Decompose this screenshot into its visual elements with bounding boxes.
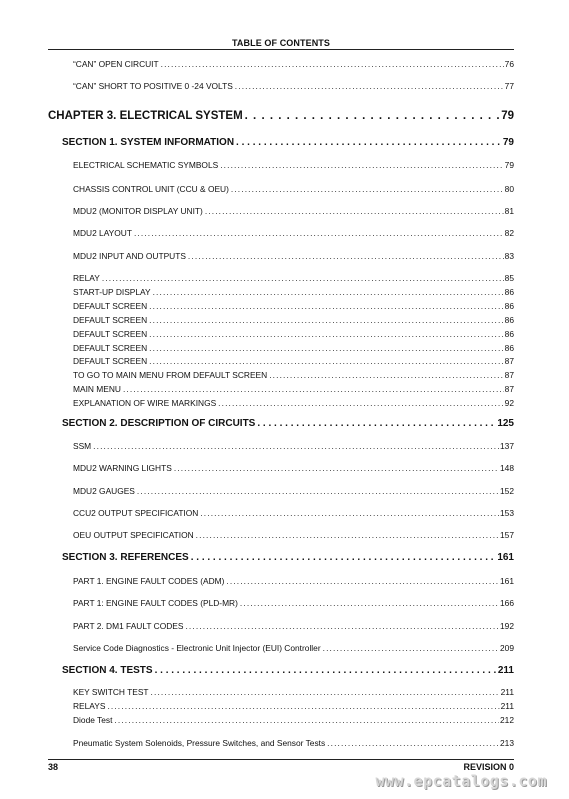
toc-dot-leader — [123, 384, 504, 394]
toc-dot-leader — [240, 598, 499, 608]
toc-entry-title: EXPLANATION OF WIRE MARKINGS — [73, 398, 217, 408]
toc-entry-title: “CAN” OPEN CIRCUIT — [73, 59, 159, 69]
toc-entry-page: 209 — [500, 643, 514, 653]
toc-entry-title: START-UP DISPLAY — [73, 287, 151, 297]
website-watermark: www.epcatalogs.com — [375, 772, 547, 790]
toc-entry-page: 86 — [504, 315, 514, 325]
toc-section-entry[interactable] — [62, 418, 514, 429]
toc-chapter-entry[interactable] — [48, 110, 514, 122]
toc-dot-leader — [235, 81, 504, 91]
toc-entry-title: CHASSIS CONTROL UNIT (CCU & OEU) — [73, 184, 229, 194]
toc-entry-page: 137 — [500, 441, 514, 451]
toc-entry[interactable] — [73, 738, 514, 748]
toc-entry-title: PART 1: ENGINE FAULT CODES (PLD-MR) — [73, 598, 238, 608]
toc-entry-page: 211 — [500, 701, 514, 711]
toc-entry-title: MDU2 WARNING LIGHTS — [73, 463, 172, 473]
toc-dot-leader — [93, 441, 499, 451]
toc-entry[interactable] — [73, 508, 514, 518]
footer-revision: REVISION 0 — [463, 762, 514, 772]
toc-entry[interactable] — [73, 315, 514, 325]
toc-entry-page: 86 — [504, 301, 514, 311]
toc-entry[interactable] — [73, 251, 514, 261]
toc-entry-title: SSM — [73, 441, 92, 451]
toc-dot-leader — [226, 576, 499, 586]
toc-entry[interactable] — [73, 301, 514, 311]
toc-entry[interactable] — [73, 356, 514, 366]
toc-entry[interactable] — [73, 59, 514, 69]
toc-chapter-title: CHAPTER 3. ELECTRICAL SYSTEM — [48, 110, 243, 122]
toc-entry-title: MDU2 (MONITOR DISPLAY UNIT) — [73, 206, 203, 216]
toc-entry-title: MAIN MENU — [73, 384, 121, 394]
toc-dot-leader — [149, 343, 504, 353]
toc-entry[interactable] — [73, 530, 514, 540]
toc-entry-page: 87 — [504, 356, 514, 366]
toc-entry-title: KEY SWITCH TEST — [73, 687, 149, 697]
toc-dot-leader — [155, 665, 497, 676]
toc-entry-title: Pneumatic System Solenoids, Pressure Switches, and Sensor Tests — [73, 738, 326, 748]
footer-divider — [48, 759, 514, 760]
toc-entry[interactable] — [73, 343, 514, 353]
toc-entry-title: TO GO TO MAIN MENU FROM DEFAULT SCREEN — [73, 370, 268, 380]
toc-dot-leader — [151, 687, 500, 697]
toc-entry[interactable] — [73, 287, 514, 297]
toc-dot-leader — [323, 643, 499, 653]
toc-entry-page: 76 — [504, 59, 514, 69]
toc-entry[interactable] — [73, 398, 514, 408]
toc-dot-leader — [149, 356, 504, 366]
toc-entry-title: DEFAULT SCREEN — [73, 343, 148, 353]
toc-dot-leader — [185, 621, 499, 631]
toc-entry-page: 87 — [504, 370, 514, 380]
toc-entry[interactable] — [73, 598, 514, 608]
toc-section-page: 79 — [502, 137, 514, 148]
toc-entry[interactable] — [73, 643, 514, 653]
toc-entry-page: 79 — [504, 160, 514, 170]
toc-entry[interactable] — [73, 486, 514, 496]
toc-section-entry[interactable] — [62, 665, 514, 676]
toc-entry[interactable] — [73, 206, 514, 216]
toc-section-title: SECTION 3. REFERENCES — [62, 552, 189, 563]
toc-dot-leader — [205, 206, 504, 216]
toc-entry-page: 148 — [500, 463, 514, 473]
toc-dot-leader — [327, 738, 499, 748]
toc-dot-leader — [196, 530, 499, 540]
toc-section-entry[interactable] — [62, 552, 514, 563]
toc-dot-leader — [137, 486, 499, 496]
toc-chapter-page: 79 — [501, 110, 514, 122]
toc-entry[interactable] — [73, 576, 514, 586]
toc-entry-page: 85 — [504, 273, 514, 283]
toc-dot-leader — [161, 59, 504, 69]
toc-dot-leader — [231, 184, 504, 194]
toc-entry-title: “CAN” SHORT TO POSITIVE 0 -24 VOLTS — [73, 81, 233, 91]
toc-entry-title: DEFAULT SCREEN — [73, 301, 148, 311]
toc-entry-title: OEU OUTPUT SPECIFICATION — [73, 530, 194, 540]
toc-entry[interactable] — [73, 384, 514, 394]
toc-section-page: 161 — [497, 552, 514, 563]
toc-dot-leader — [114, 715, 499, 725]
toc-dot-leader — [102, 273, 504, 283]
toc-entry-page: 87 — [504, 384, 514, 394]
toc-entry[interactable] — [73, 160, 514, 170]
toc-entry[interactable] — [73, 273, 514, 283]
toc-entry[interactable] — [73, 463, 514, 473]
toc-dot-leader — [107, 701, 499, 711]
toc-entry-title: DEFAULT SCREEN — [73, 329, 148, 339]
toc-entry[interactable] — [73, 621, 514, 631]
toc-dot-leader — [218, 398, 504, 408]
toc-entry-page: 86 — [504, 343, 514, 353]
toc-entry[interactable] — [73, 370, 514, 380]
toc-entry-page: 211 — [500, 687, 514, 697]
toc-entry-title: MDU2 LAYOUT — [73, 228, 132, 238]
toc-entry-page: 153 — [500, 508, 514, 518]
toc-dot-leader — [149, 315, 504, 325]
toc-section-title: SECTION 2. DESCRIPTION OF CIRCUITS — [62, 418, 256, 429]
toc-entry-title: MDU2 INPUT AND OUTPUTS — [73, 251, 186, 261]
toc-entry-page: 86 — [504, 329, 514, 339]
toc-entry-title: PART 2. DM1 FAULT CODES — [73, 621, 184, 631]
toc-entry-page: 213 — [500, 738, 514, 748]
toc-entry-title: Service Code Diagnostics - Electronic Unit Injector (EUI) Controller — [73, 643, 321, 653]
page-header-title: TABLE OF CONTENTS — [231, 38, 331, 48]
toc-dot-leader — [191, 552, 497, 563]
toc-dot-leader — [149, 329, 504, 339]
toc-entry-page: 161 — [500, 576, 514, 586]
toc-entry[interactable] — [73, 81, 514, 91]
toc-dot-leader — [220, 160, 503, 170]
toc-dot-leader — [236, 137, 502, 148]
toc-entry-page: 92 — [504, 398, 514, 408]
toc-entry-title: RELAY — [73, 273, 100, 283]
toc-entry-page: 80 — [504, 184, 514, 194]
header-divider — [48, 49, 514, 50]
toc-entry[interactable] — [73, 687, 514, 697]
toc-entry-page: 81 — [504, 206, 514, 216]
toc-entry-page: 152 — [500, 486, 514, 496]
toc-entry-title: PART 1. ENGINE FAULT CODES (ADM) — [73, 576, 225, 586]
toc-entry[interactable] — [73, 715, 514, 725]
footer-page-number: 38 — [48, 762, 59, 772]
toc-entry[interactable] — [73, 228, 514, 238]
toc-entry[interactable] — [73, 329, 514, 339]
toc-entry[interactable] — [73, 184, 514, 194]
toc-dot-leader — [257, 418, 496, 429]
toc-entry-page: 166 — [500, 598, 514, 608]
toc-entry[interactable] — [73, 701, 514, 711]
toc-section-entry[interactable] — [62, 137, 514, 148]
toc-section-page: 211 — [497, 665, 514, 676]
toc-entry-page: 83 — [504, 251, 514, 261]
toc-section-title: SECTION 1. SYSTEM INFORMATION — [62, 137, 235, 148]
toc-entry-title: ELECTRICAL SCHEMATIC SYMBOLS — [73, 160, 219, 170]
toc-dot-leader — [200, 508, 499, 518]
toc-section-page: 125 — [497, 418, 514, 429]
toc-entry-title: DEFAULT SCREEN — [73, 356, 148, 366]
toc-entry-title: CCU2 OUTPUT SPECIFICATION — [73, 508, 199, 518]
toc-entry-page: 86 — [504, 287, 514, 297]
toc-dot-leader — [149, 301, 504, 311]
toc-section-title: SECTION 4. TESTS — [62, 665, 153, 676]
toc-entry-title: RELAYS — [73, 701, 106, 711]
toc-dot-leader — [188, 251, 504, 261]
toc-entry-title: DEFAULT SCREEN — [73, 315, 148, 325]
toc-entry-page: 77 — [504, 81, 514, 91]
toc-entry-page: 157 — [500, 530, 514, 540]
toc-entry-page: 192 — [500, 621, 514, 631]
toc-dot-leader — [245, 110, 501, 122]
toc-entry[interactable] — [73, 441, 514, 451]
toc-dot-leader — [153, 287, 504, 297]
toc-entry-page: 82 — [504, 228, 514, 238]
toc-dot-leader — [269, 370, 503, 380]
toc-entry-title: MDU2 GAUGES — [73, 486, 135, 496]
toc-entry-title: Diode Test — [73, 715, 113, 725]
toc-entry-page: 212 — [500, 715, 514, 725]
toc-dot-leader — [174, 463, 499, 473]
toc-dot-leader — [134, 228, 504, 238]
